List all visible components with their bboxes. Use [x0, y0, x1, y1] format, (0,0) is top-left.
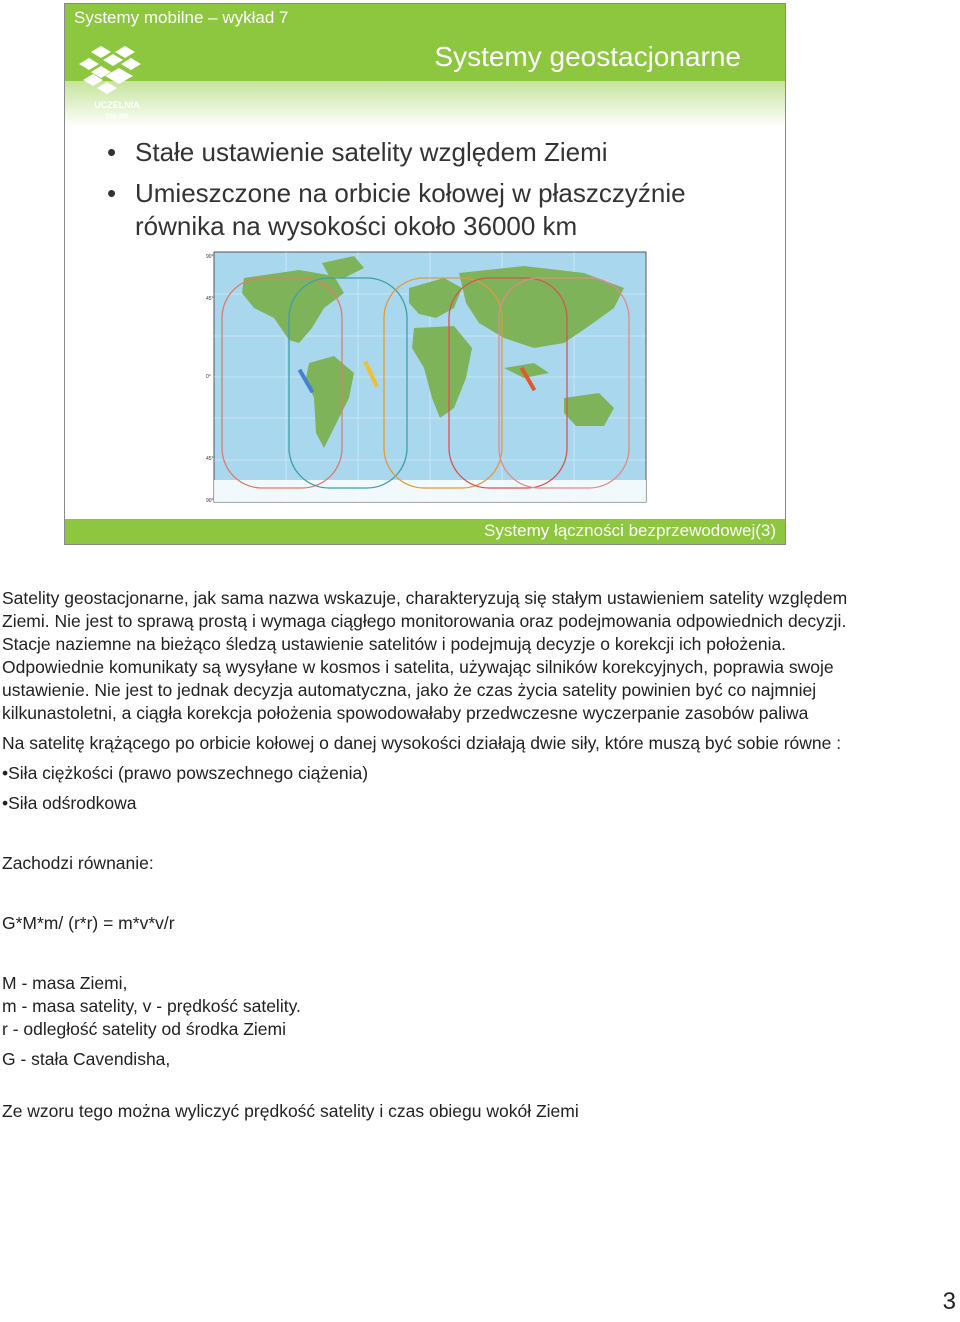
bullet-item: • Umieszczone na orbicie kołowej w płaszczyźnie równika na wysokości około 36000 km	[107, 177, 757, 243]
svg-text:90°: 90°	[206, 498, 214, 504]
equation-intro: Zachodzi równanie:	[2, 853, 154, 873]
header-fade	[65, 81, 785, 127]
bullet-item: • Stałe ustawienie satelity względem Ziemi	[107, 136, 757, 169]
notes-paragraph: Satelity geostacjonarne, jak sama nazwa wskazuje, charakteryzują się stałym ustawieniem satelity względem Ziemi. Nie jest to sprawą prostą i wymaga ciągłego monitorowania oraz podejmowania odpowiednich decyzji. Stacje naziemne na bieżąco śledzą ustawienie satelitów i podejmują decyzje o korekcji ich położenia. Odpowiednie komunikaty są wysyłane w kosmos i satelita, używając silników korekcyjnych, poprawia swoje ustawienie. Nie jest to jednak decyzja automatyczna, jako że czas życia satelity powinien być co najmniej kilkunastoletni, a ciągła korekcja położenia spowodowałaby przedwczesne wyczerpanie zasobów paliwa	[2, 588, 848, 723]
svg-text:90°: 90°	[206, 254, 214, 260]
definition: M - masa Ziemi,	[2, 973, 128, 993]
slide-bullets	[107, 136, 757, 251]
slide-footer	[65, 519, 785, 544]
slide-footer-text: Systemy łączności bezprzewodowej(3)	[484, 521, 776, 540]
notes-paragraph: Na satelitę krążącego po orbicie kołowej o danej wysokości działają dwie siły, które muszą być sobie równe :	[2, 733, 842, 753]
equation: G*M*m/ (r*r) = m*v*v/r	[2, 913, 175, 933]
svg-text:45°: 45°	[206, 296, 214, 302]
slide-image	[64, 3, 786, 545]
logo-text-2: ONLINE	[105, 114, 129, 120]
page-number: 3	[942, 1288, 956, 1315]
definition: r - odległość satelity od środka Ziemi	[2, 1019, 286, 1039]
slide-title: Systemy geostacjonarne	[434, 41, 741, 72]
svg-text:0°: 0°	[206, 374, 211, 380]
logo-text-1: UCZELNIA	[94, 100, 140, 110]
force-item: •Siła odśrodkowa	[2, 793, 137, 813]
lecture-notes	[2, 587, 852, 1123]
slide-header: Systemy mobilne – wykład 7	[65, 4, 785, 31]
world-map-coverage	[204, 248, 650, 512]
force-item: •Siła ciężkości (prawo powszechnego ciążenia)	[2, 763, 369, 783]
svg-text:45°: 45°	[206, 456, 214, 462]
definition: G - stała Cavendisha,	[2, 1049, 171, 1069]
uczelnia-online-logo	[71, 34, 163, 124]
conclusion: Ze wzoru tego można wyliczyć prędkość satelity i czas obiegu wokół Ziemi	[2, 1101, 579, 1121]
definition: m - masa satelity, v - prędkość satelity.	[2, 996, 301, 1016]
